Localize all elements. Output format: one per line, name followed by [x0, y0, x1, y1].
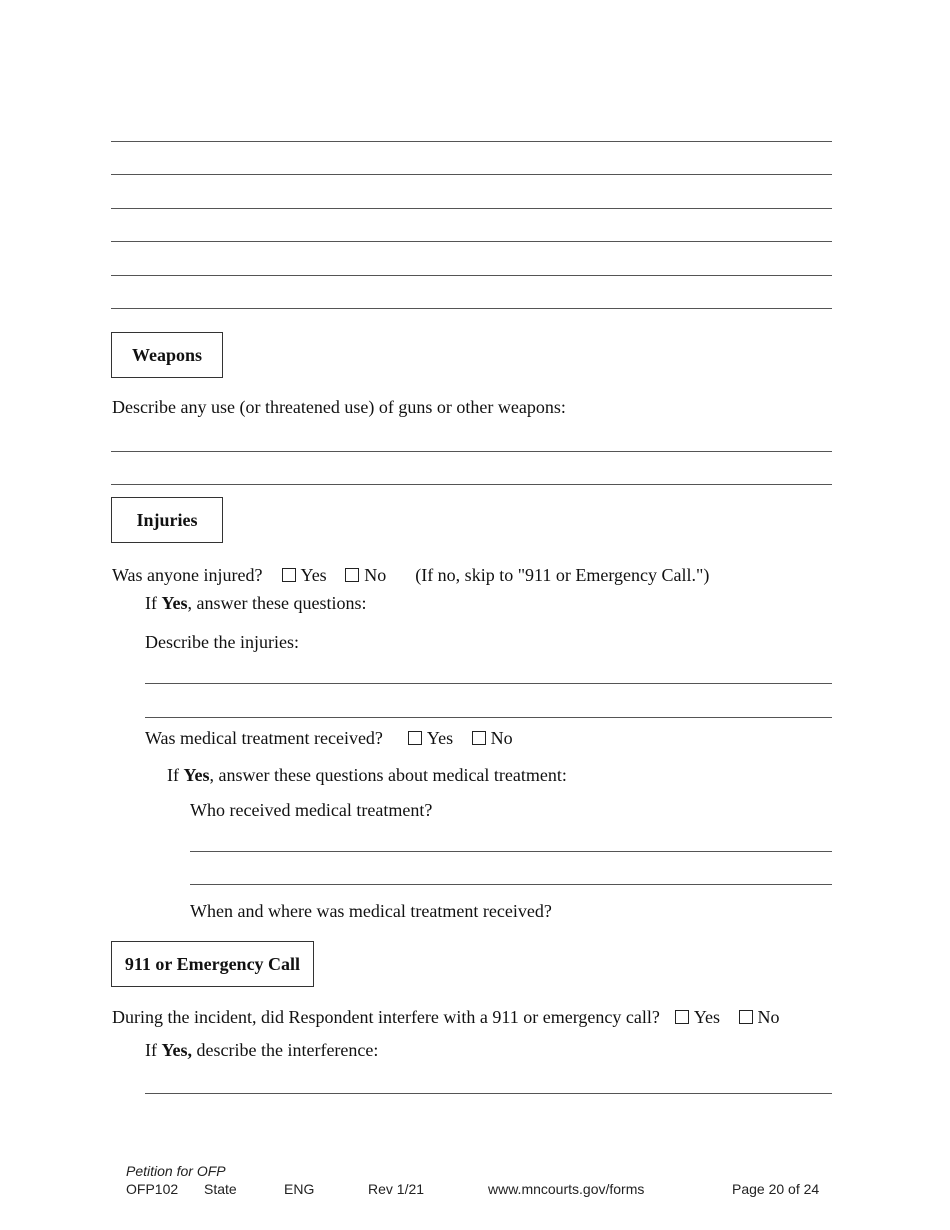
injured-no-label: No: [364, 565, 387, 585]
describe-injuries-label: Describe the injuries:: [145, 632, 299, 652]
medical-question: Was medical treatment received?: [145, 728, 383, 748]
medical-yes-checkbox[interactable]: [408, 731, 422, 745]
emergency-question-row: [112, 1006, 794, 1028]
answer-line[interactable]: [111, 208, 832, 209]
who-answer-line[interactable]: [190, 884, 832, 885]
footer-page-number: Page 20 of 24: [732, 1181, 820, 1197]
injured-yes-option[interactable]: [282, 564, 327, 586]
if-prefix: If: [145, 1040, 162, 1060]
footer-website: www.mncourts.gov/forms: [488, 1181, 645, 1197]
emergency-yes-option[interactable]: [675, 1006, 720, 1028]
emergency-question: During the incident, did Respondent interfere with a 911 or emergency call?: [112, 1007, 660, 1027]
footer-form-title: Petition for OFP: [126, 1163, 226, 1179]
weapons-prompt: Describe any use (or threatened use) of guns or other weapons:: [112, 397, 566, 417]
injured-no-option[interactable]: [345, 564, 386, 586]
emergency-heading: 911 or Emergency Call: [111, 941, 314, 987]
injured-if-yes: [145, 592, 366, 614]
emergency-if-yes: [145, 1039, 378, 1061]
emergency-yes-checkbox[interactable]: [675, 1010, 689, 1024]
weapons-heading: Weapons: [111, 332, 223, 378]
injured-yes-label: Yes: [300, 565, 327, 585]
injuries-answer-line[interactable]: [145, 717, 832, 718]
if-prefix: If: [167, 765, 184, 785]
emergency-answer-line[interactable]: [145, 1093, 832, 1094]
injured-skip-note: (If no, skip to "911 or Emergency Call."): [415, 565, 710, 585]
emergency-no-label: No: [757, 1007, 780, 1027]
medical-no-checkbox[interactable]: [472, 731, 486, 745]
answer-line[interactable]: [111, 174, 832, 175]
weapons-answer-line[interactable]: [111, 484, 832, 485]
footer-language: ENG: [284, 1181, 315, 1197]
medical-yes-label: Yes: [426, 728, 454, 748]
answer-line[interactable]: [111, 241, 832, 242]
if-bold: Yes,: [161, 1040, 192, 1060]
footer-jurisdiction: State: [204, 1181, 237, 1197]
medical-yes-option[interactable]: [408, 727, 453, 749]
emergency-no-option[interactable]: [739, 1006, 780, 1028]
injuries-answer-line[interactable]: [145, 683, 832, 684]
if-suffix: , answer these questions about medical treatment:: [209, 765, 567, 785]
injuries-heading: Injuries: [111, 497, 223, 543]
when-where-label: When and where was medical treatment received?: [190, 901, 552, 921]
weapons-answer-line[interactable]: [111, 451, 832, 452]
injured-no-checkbox[interactable]: [345, 568, 359, 582]
if-bold: Yes: [161, 593, 188, 613]
medical-no-label: No: [490, 728, 513, 748]
answer-line[interactable]: [111, 141, 832, 142]
emergency-no-checkbox[interactable]: [739, 1010, 753, 1024]
who-received-label: Who received medical treatment?: [190, 800, 433, 820]
footer-form-code: OFP102: [126, 1181, 179, 1197]
injured-question-row: [112, 564, 709, 586]
footer-revision: Rev 1/21: [368, 1181, 425, 1197]
emergency-yes-label: Yes: [693, 1007, 721, 1027]
answer-line[interactable]: [111, 275, 832, 276]
medical-if-yes: [167, 764, 567, 786]
if-bold: Yes: [183, 765, 210, 785]
medical-question-row: [145, 727, 527, 749]
if-suffix: , answer these questions:: [187, 593, 367, 613]
injured-question: Was anyone injured?: [112, 565, 263, 585]
answer-line[interactable]: [111, 308, 832, 309]
who-answer-line[interactable]: [190, 851, 832, 852]
medical-no-option[interactable]: [472, 727, 513, 749]
injured-yes-checkbox[interactable]: [282, 568, 296, 582]
if-suffix: describe the interference:: [192, 1040, 379, 1060]
if-prefix: If: [145, 593, 162, 613]
